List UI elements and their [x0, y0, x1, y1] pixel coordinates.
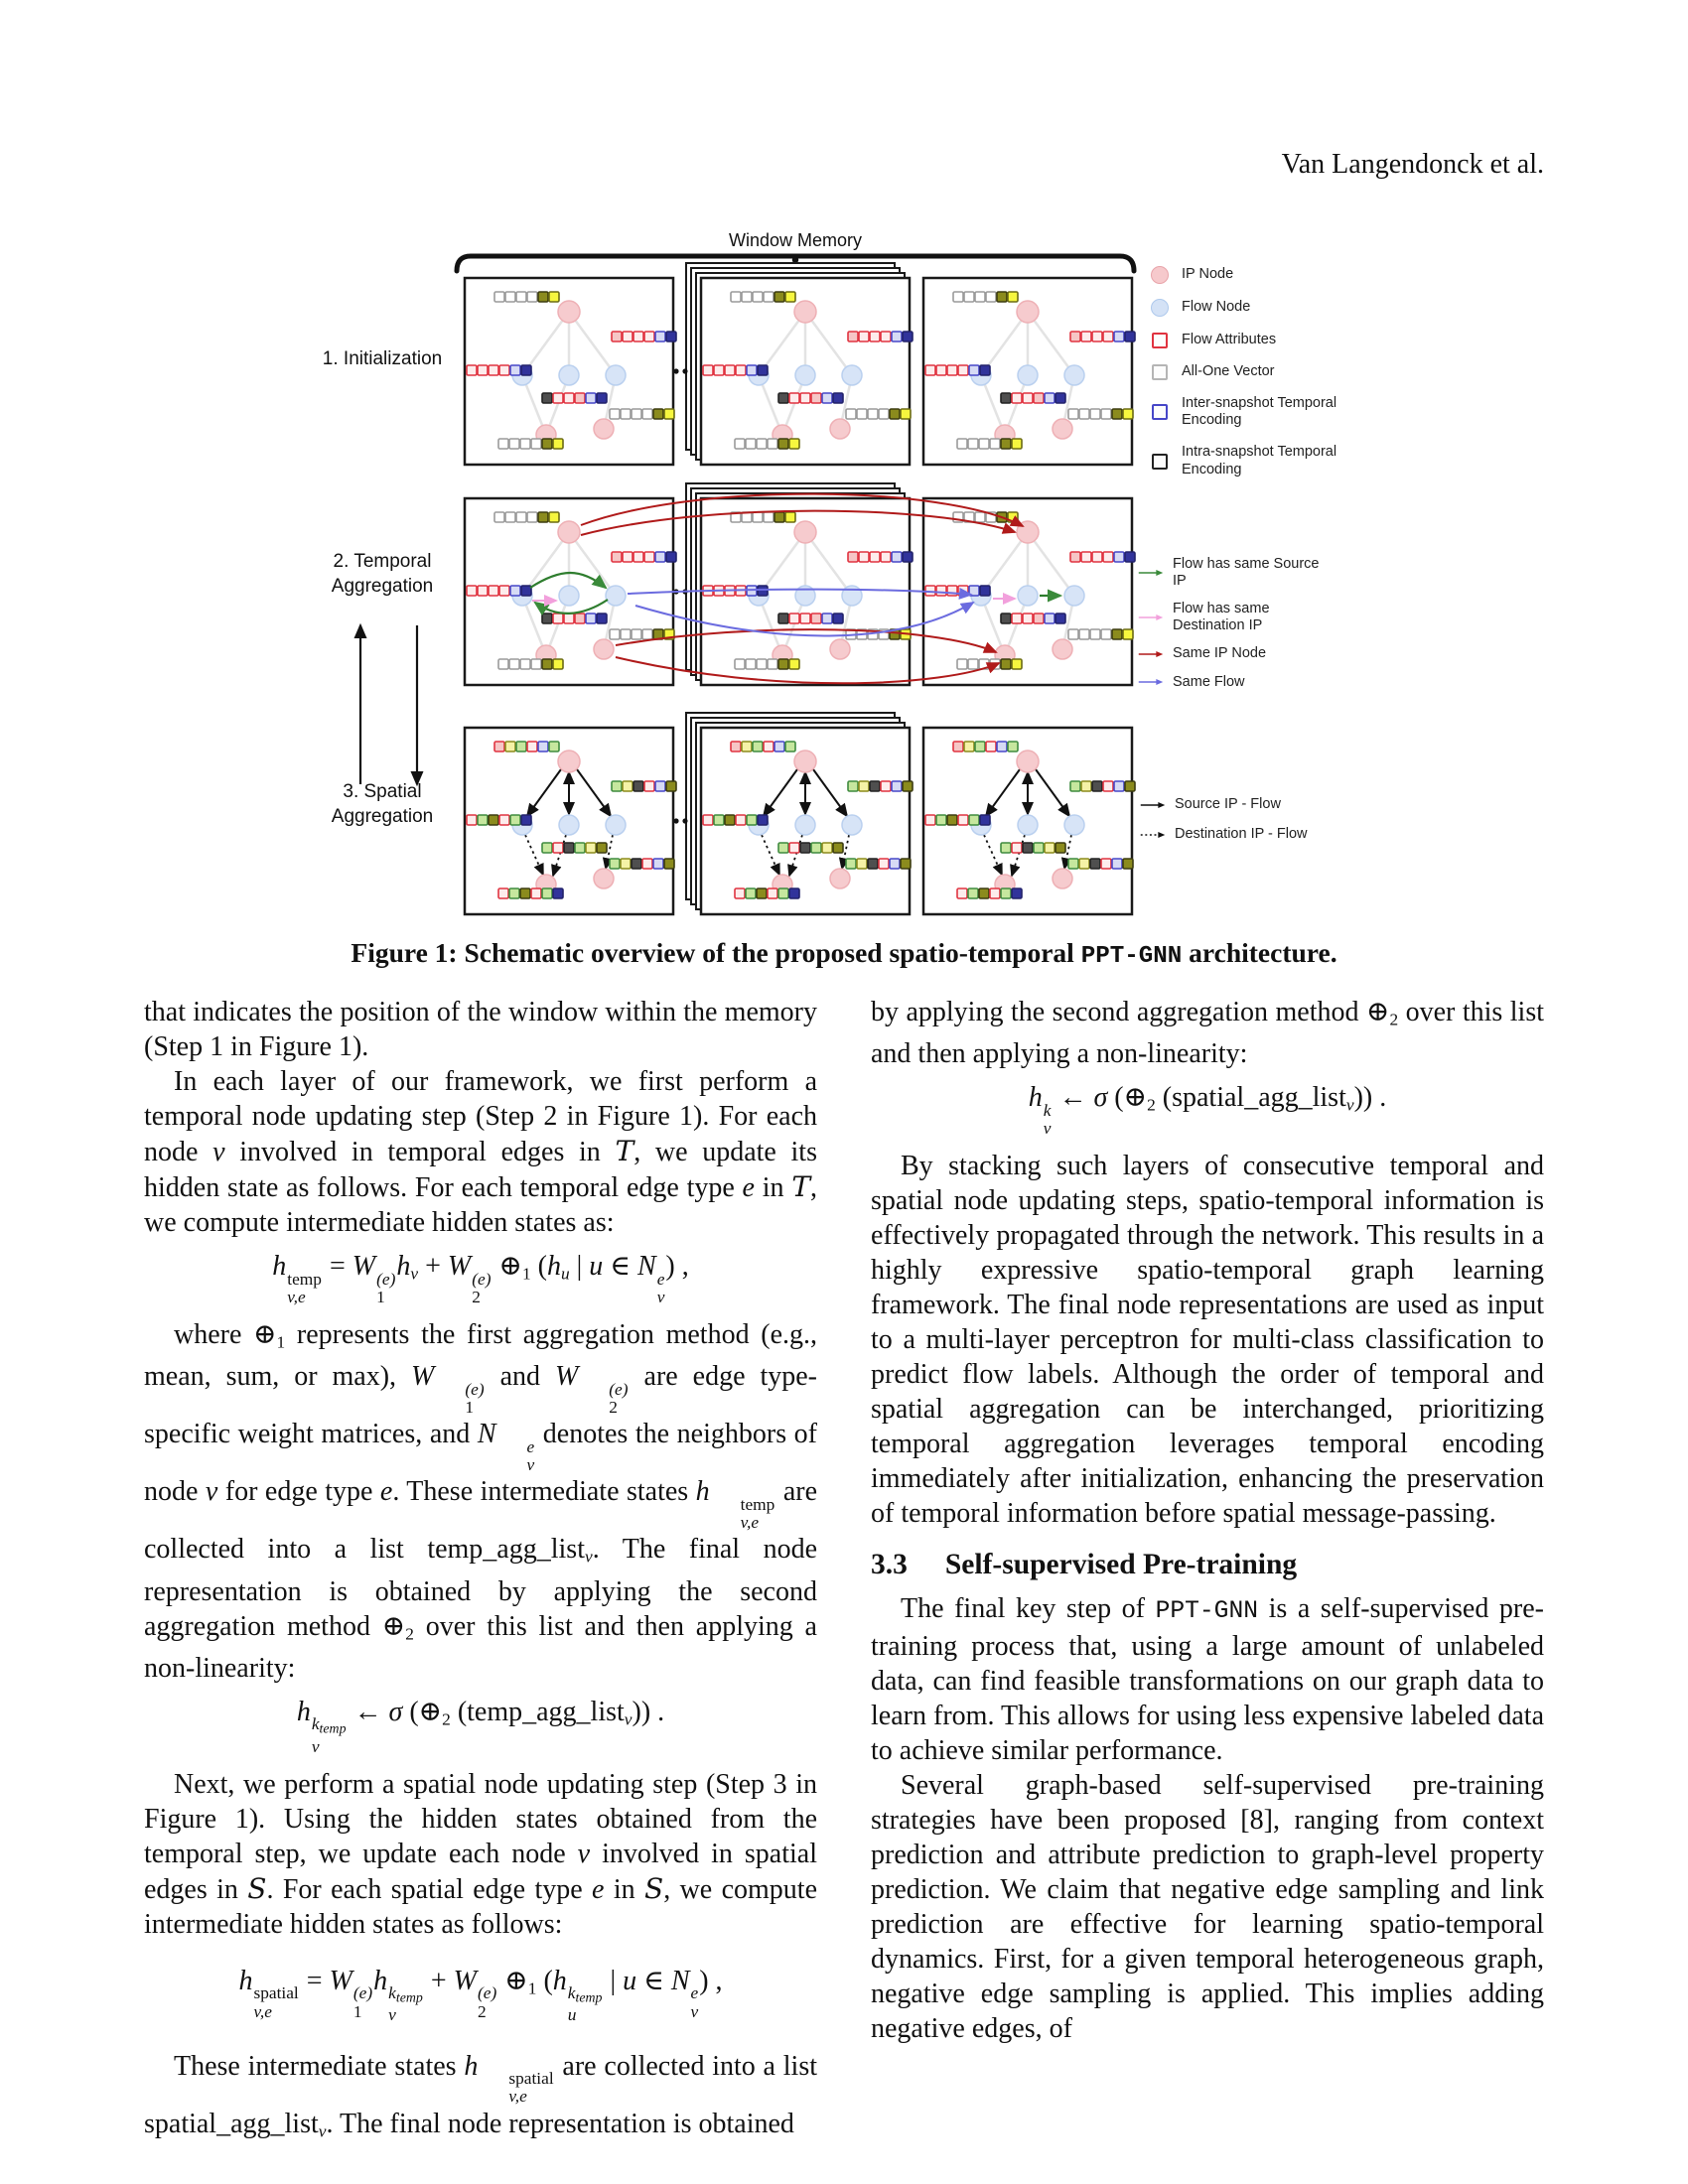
square-icon	[1147, 454, 1173, 470]
legend-label: Flow Attributes	[1182, 332, 1277, 347]
legend-item	[1147, 299, 1345, 317]
equation: h temp v,e = W (e) 1 hv + W (e) 2 ⊕1 (hu | u ∈ N e v ) ,	[272, 1251, 689, 1306]
running-head: Van Langendonck et al.	[1281, 149, 1544, 180]
arrow-icon	[1138, 648, 1164, 660]
circle-icon	[1147, 299, 1173, 317]
legend-temporal-edges	[1138, 556, 1336, 691]
legend-item	[1147, 395, 1345, 429]
column-right	[871, 995, 1544, 2046]
section-heading	[871, 1549, 1544, 1581]
paragraph: Several graph-based self-supervised pre-training strategies have been proposed [8], ranging from context prediction and attribute prediction to graph-level property prediction. We claim that negative edge sampling and link prediction are effective for learning spatio-temporal dynamics. First, for a given temporal heterogeneous graph, negative edge sampling is applied. This implies adding negative edges, of	[871, 1770, 1544, 2045]
legend-item	[1147, 332, 1345, 348]
step-label-temporal-aggregation: 2. Temporal Aggregation	[331, 551, 434, 597]
step-label-initialization: 1. Initialization	[322, 348, 443, 369]
legend-label: Flow has same Destination IP	[1173, 601, 1270, 634]
square-icon	[1147, 364, 1173, 380]
legend-label: Flow has same Source IP	[1173, 556, 1320, 590]
legend-item	[1140, 826, 1308, 843]
paragraph: that indicates the position of the window within the memory (Step 1 in Figure 1).	[144, 997, 817, 1062]
legend-label: Intra-snapshot Temporal Encoding	[1182, 444, 1337, 478]
figure-1	[0, 228, 1688, 928]
paragraph: Next, we perform a spatial node updating step (Step 3 in Figure 1). Using the hidden states obtained from the temporal step, we update each node v involved in spatial edges in S. For each spatial edge type e in S, we compute intermediate hidden states as follows:	[144, 1768, 818, 1940]
paragraph: where ⊕1 represents the first aggregation method (e.g., mean, sum, or max), W (e) 1 and W (e) 2 are edge type-specific weight matrices, and N e v denotes the neighbors of node v for edge type e. These intermediate states h temp v,e are collected into a list temp_agg_listv. The final node representation is obtained by applying the second aggregation method ⊕2 over this list and then applying a non-linearity:	[144, 1318, 818, 1684]
figure-1-diagram	[0, 228, 1688, 928]
window-memory-label: Window Memory	[728, 230, 863, 250]
legend-item	[1138, 601, 1336, 634]
square-icon	[1147, 333, 1173, 348]
arrow-icon	[1140, 829, 1166, 841]
paragraph: In each layer of our framework, we first perform a temporal node updating step (Step 2 in Figure 1). For each node v involved in temporal edges in T, we update its hidden state as follows. For each temporal edge type e in T, we compute intermediate hidden states as:	[144, 1066, 817, 1238]
legend-label: All-One Vector	[1182, 363, 1275, 380]
arrow-icon	[1140, 799, 1166, 811]
legend-item	[1138, 645, 1336, 662]
legend-label: Destination IP - Flow	[1175, 826, 1308, 843]
arrow-icon	[1138, 567, 1164, 579]
legend-spatial-edges	[1140, 796, 1308, 843]
legend-node-types	[1147, 266, 1345, 478]
square-icon	[1147, 404, 1173, 420]
step-label-spatial-aggregation: 3. Spatial Aggregation	[331, 781, 434, 827]
figure-caption: Figure 1: Schematic overview of the proposed spatio-temporal PPT-GNN architecture.	[351, 937, 1337, 970]
legend-item	[1147, 444, 1345, 478]
legend-item	[1147, 363, 1345, 380]
paragraph: by applying the second aggregation method ⊕2 over this list and then applying a non-linearity:	[871, 997, 1544, 1070]
legend-item	[1138, 556, 1336, 590]
column-left	[144, 995, 817, 2148]
paragraph: These intermediate states h spatial v,e are collected into a list spatial_agg_listv. The final node representation is obtained	[144, 2050, 817, 2140]
arrow-icon	[1138, 612, 1164, 623]
legend-item	[1140, 796, 1308, 813]
legend-label: Source IP - Flow	[1175, 796, 1281, 812]
arrow-icon	[1138, 676, 1164, 688]
legend-label: IP Node	[1182, 266, 1234, 283]
legend-item	[1138, 674, 1336, 691]
equation: h k v ← σ (⊕2 (spatial_agg_listv)) .	[1028, 1082, 1387, 1139]
legend-label: Same Flow	[1173, 673, 1245, 690]
section-title: Self-supervised Pre-training	[944, 1549, 1298, 1581]
legend-item	[1147, 266, 1345, 284]
paragraph: By stacking such layers of consecutive temporal and spatial node updating steps, spatio-temporal information is effectively propagated through the network. This results in a highly expressive spatio-temporal graph learning framework. The final node representations are used as input to a multi-layer perceptron for multi-class classification to predict flow labels. Although the order of temporal and spatial aggregation can be interchanged, prioritizing temporal aggregation leverages temporal encoding immediately after initialization, enhancing the preservation of temporal information before spatial message-passing.	[871, 1151, 1544, 1530]
circle-icon	[1147, 266, 1173, 284]
legend-label: Same IP Node	[1173, 645, 1267, 662]
legend-label: Flow Node	[1182, 299, 1251, 316]
legend-label: Inter-snapshot Temporal Encoding	[1182, 395, 1337, 429]
equation: h $k_{temp}$ v ← σ (⊕2 (temp_agg_listv)) .	[296, 1696, 665, 1756]
paragraph: The final key step of PPT-GNN is a self-supervised pre-training process that, using a large amount of unlabeled data, can find feasible transformations on our graph data to learn from. This allows for using less expensive labeled data to achieve similar performance.	[871, 1593, 1544, 1767]
equation: h spatial v,e = W (e) 1 h $k_{temp}$ v + W (e) 2 ⊕1 (h $k_{temp}$ u | u ∈ N e v ) ,	[238, 1965, 723, 2025]
section-number: 3.3	[871, 1549, 908, 1581]
